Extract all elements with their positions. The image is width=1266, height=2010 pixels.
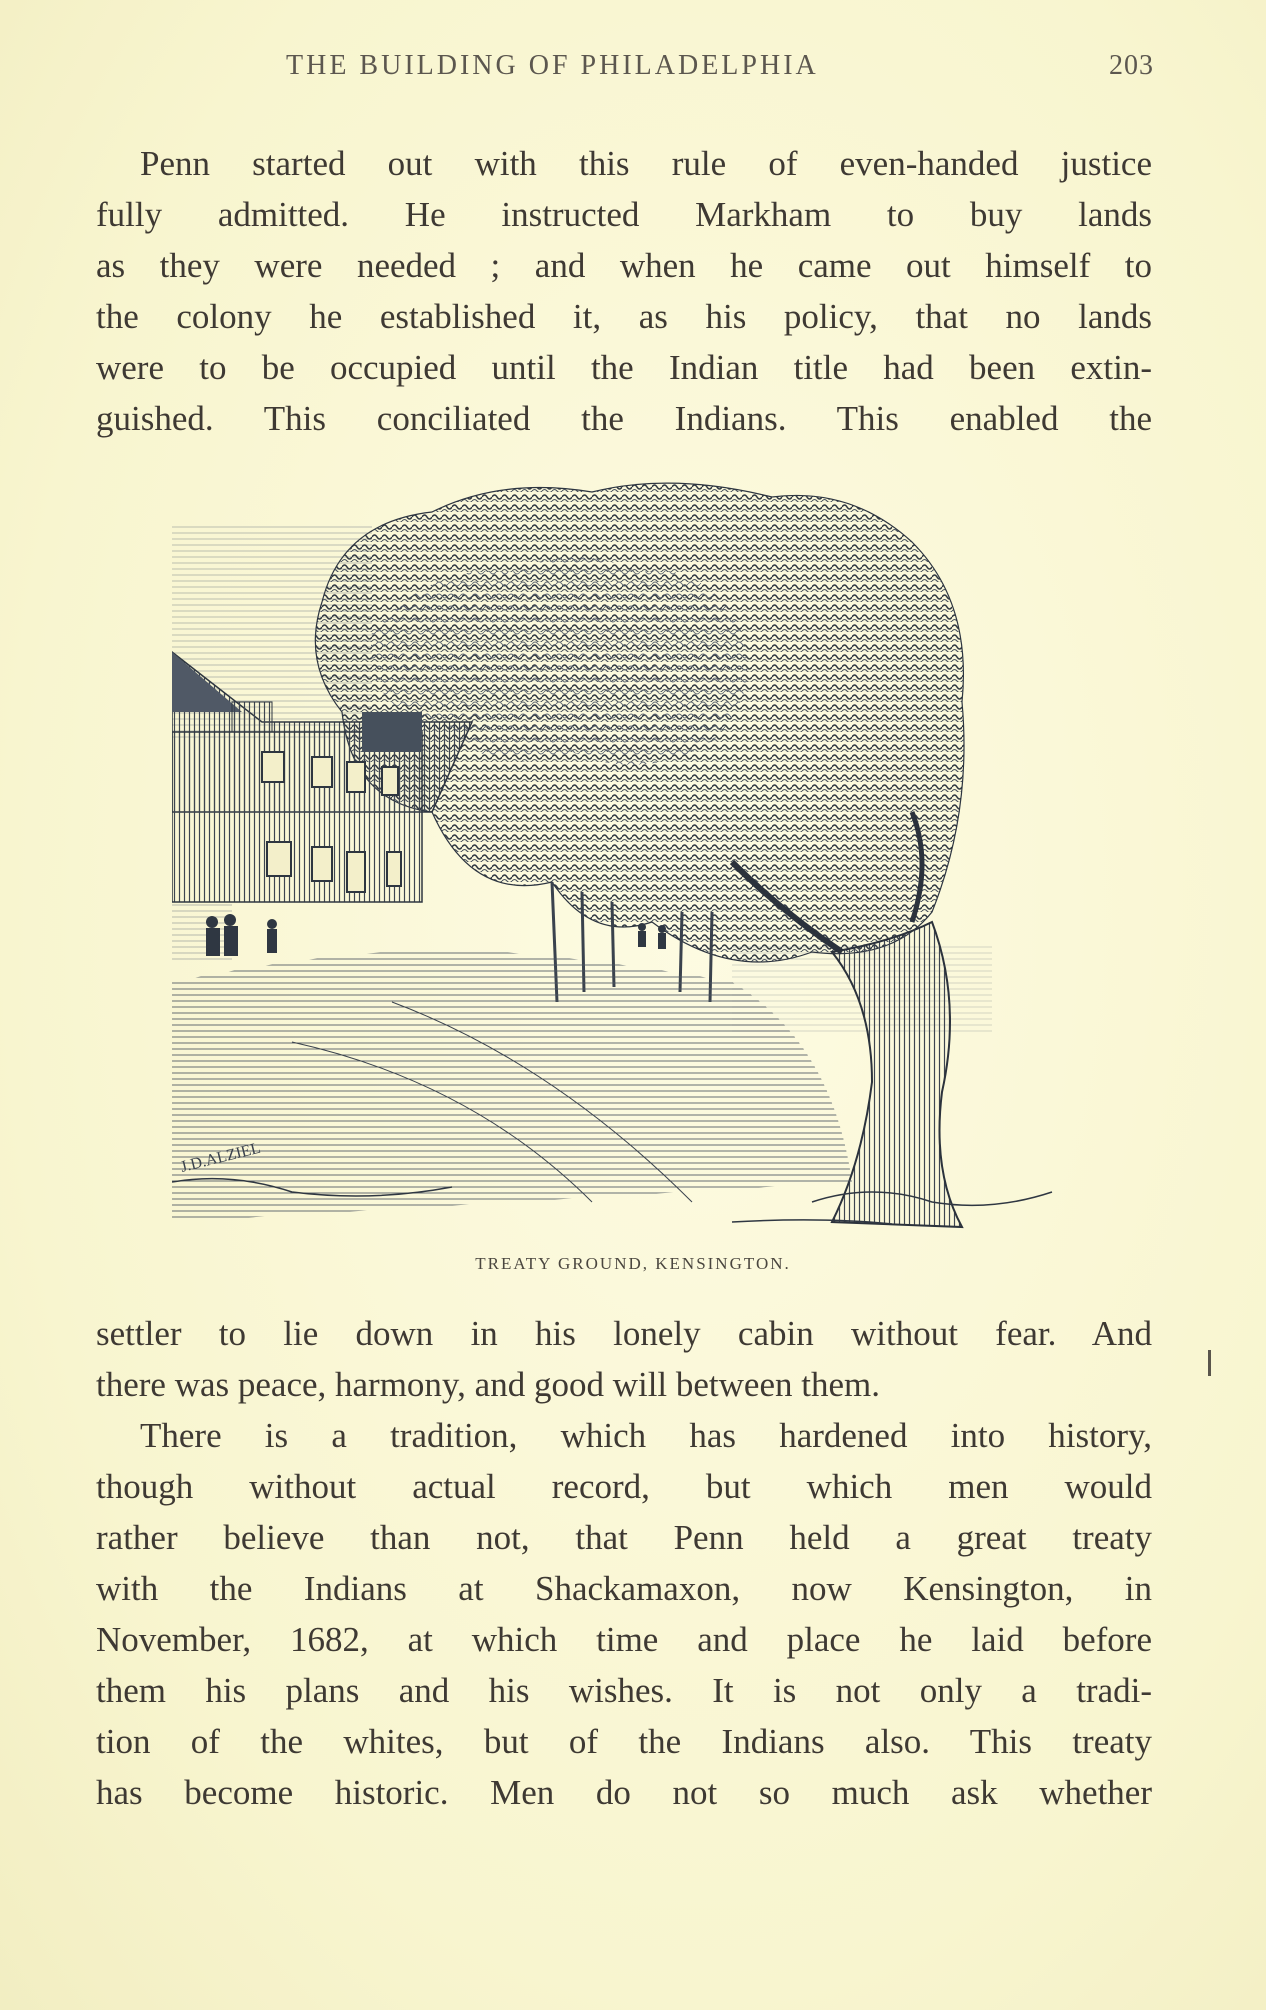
- paragraph-bottom: [96, 1308, 1152, 1818]
- text-line: with the Indians at Shackamaxon, now Kensington, in: [96, 1569, 1152, 1608]
- running-head: [96, 50, 1154, 94]
- illustration-caption: TREATY GROUND, KENSINGTON.: [475, 1254, 791, 1273]
- running-title: THE BUILDING OF PHILADELPHIA: [286, 50, 819, 81]
- text-line: guished. This conciliated the Indians. This enabled the: [96, 399, 1152, 438]
- text-line: Penn started out with this rule of even-handed justice: [140, 144, 1152, 183]
- text-line: rather believe than not, that Penn held a great treaty: [96, 1518, 1152, 1557]
- text-line: the colony he established it, as his policy, that no lands: [96, 297, 1152, 336]
- text-line: them his plans and his wishes. It is not only a tradi-: [96, 1671, 1152, 1710]
- text-line: November, 1682, at which time and place he laid before: [96, 1620, 1152, 1659]
- text-line: fully admitted. He instructed Markham to buy lands: [96, 195, 1152, 234]
- text-line: settler to lie down in his lonely cabin without fear. And: [96, 1314, 1152, 1353]
- margin-mark: [1208, 1350, 1211, 1376]
- text-line: there was peace, harmony, and good will between them.: [96, 1365, 880, 1404]
- engraver-signature: J.D.ALZIEL: [178, 1139, 263, 1176]
- page-number: 203: [1109, 50, 1154, 81]
- paragraph-top: [96, 138, 1152, 444]
- text-line: has become historic. Men do not so much ask whether: [96, 1773, 1152, 1812]
- text-line: tion of the whites, but of the Indians also. This treaty: [96, 1722, 1152, 1761]
- text-line: though without actual record, but which men would: [96, 1467, 1152, 1506]
- text-line: were to be occupied until the Indian title had been extin-: [96, 348, 1152, 387]
- text-line: as they were needed ; and when he came out himself to: [96, 246, 1152, 285]
- engraving-treaty-ground: [172, 482, 1084, 1242]
- text-line: There is a tradition, which has hardened into history,: [140, 1416, 1152, 1455]
